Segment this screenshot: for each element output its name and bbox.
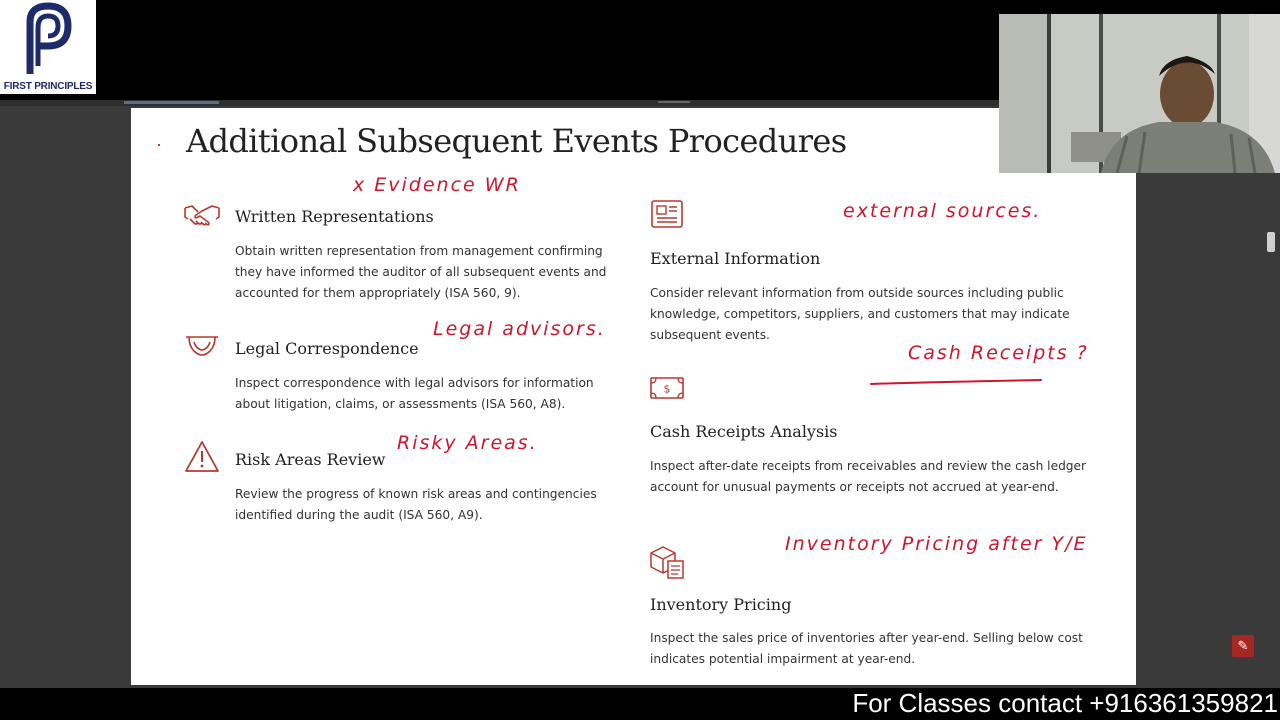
annotation-legal-advisors: Legal advisors.: [433, 318, 606, 340]
presenter-video-frame: [999, 14, 1280, 173]
newspaper-icon: [650, 199, 684, 229]
procedure-title-risk-areas-review: Risk Areas Review: [235, 450, 386, 469]
warning-icon: [184, 440, 220, 474]
annotation-dot: [158, 144, 160, 146]
procedure-title-legal-correspondence: Legal Correspondence: [235, 339, 419, 358]
procedure-title-cash-receipts-analysis: Cash Receipts Analysis: [650, 422, 838, 441]
procedure-desc-external-information: Consider relevant information from outside sources including public knowledge, competitors, suppliers, and customers that may indicate subsequent events.: [650, 286, 1070, 342]
slide-page: [131, 108, 1136, 685]
procedure-desc-legal-correspondence: Inspect correspondence with legal advisors for information about litigation, claims, or assessments (ISA 560, A8).: [235, 376, 594, 411]
viewer-tab-indicator[interactable]: [124, 101, 219, 104]
contact-banner: For Classes contact +916361359821: [852, 688, 1278, 718]
procedure-desc-written-representations: Obtain written representation from management confirming they have informed the auditor of all subsequent events and accounted for them appropriately (ISA 560, 9).: [235, 244, 607, 300]
scrollbar-thumb[interactable]: [1267, 232, 1275, 252]
annotation-cash-receipts: Cash Receipts ?: [908, 342, 1089, 364]
annotation-evidence: x Evidence WR: [353, 174, 521, 196]
procedure-desc-risk-areas-review: Review the progress of known risk areas and contingencies identified during the audit (ISA 560, A9).: [235, 487, 597, 522]
procedure-desc-cash-receipts-analysis: Inspect after-date receipts from receivables and review the cash ledger account for unusual payments or receipts not accrued at year-end.: [650, 459, 1087, 494]
procedure-title-written-representations: Written Representations: [235, 207, 434, 226]
logo: [0, 0, 96, 94]
acrobat-icon[interactable]: ✎: [1232, 635, 1254, 657]
scroll-icon: [184, 334, 220, 358]
procedure-title-external-information: External Information: [650, 249, 821, 268]
inventory-box-icon: [648, 544, 686, 580]
handshake-icon: [184, 203, 220, 227]
webcam-video: [999, 14, 1280, 173]
annotation-underline: [869, 376, 1045, 388]
vertical-scrollbar[interactable]: [1262, 106, 1280, 688]
annotation-risky-areas: Risky Areas.: [397, 432, 538, 454]
logo-text: FIRST PRINCIPLES: [3, 81, 93, 92]
cash-icon: [649, 376, 685, 400]
annotation-external-sources: external sources.: [843, 200, 1042, 222]
procedure-desc-inventory-pricing: Inspect the sales price of inventories after year-end. Selling below cost indicates potential impairment at year-end.: [650, 631, 1083, 666]
bottom-bar: [0, 688, 1280, 720]
viewer-tab-indicator-secondary[interactable]: [658, 101, 690, 103]
first-principles-logo-icon: [20, 2, 76, 76]
slide-title: Additional Subsequent Events Procedures: [186, 122, 847, 160]
svg-text:$: $: [663, 382, 671, 396]
procedure-title-inventory-pricing: Inventory Pricing: [650, 595, 792, 614]
annotation-inventory-pricing: Inventory Pricing after Y/E: [785, 533, 1088, 555]
